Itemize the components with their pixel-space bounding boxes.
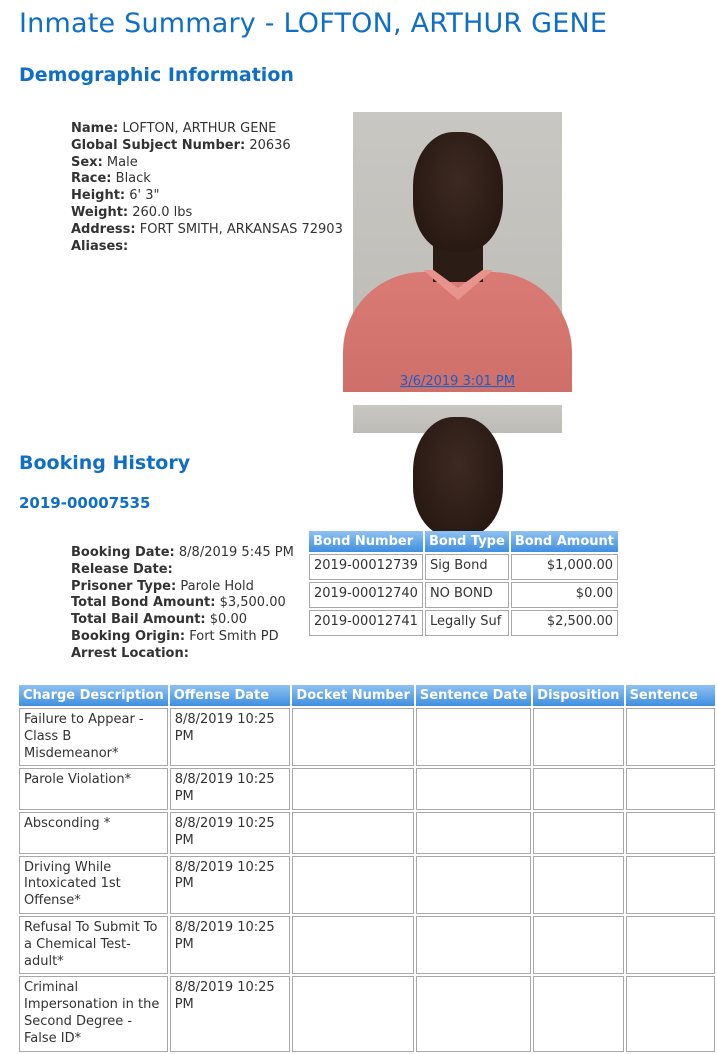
photo-head xyxy=(413,132,503,252)
sentence-cell xyxy=(626,768,715,810)
height-label: Height: xyxy=(71,188,126,204)
charge-description-cell: Driving While Intoxicated 1st Offense* xyxy=(19,856,168,914)
disposition-cell xyxy=(533,768,623,810)
gsn-value: 20636 xyxy=(249,137,291,153)
race-value: Black xyxy=(115,171,151,187)
address-value: FORT SMITH, ARKANSAS 72903 xyxy=(139,221,343,237)
booking-origin-row xyxy=(71,629,294,646)
docket-number-cell xyxy=(292,976,414,1051)
photo-date-link[interactable]: 3/6/2019 3:01 PM xyxy=(400,374,515,389)
total-bond-value: $3,500.00 xyxy=(219,595,286,611)
charge-row xyxy=(19,812,715,854)
bond-amount-cell: $1,000.00 xyxy=(511,554,618,580)
mugshot-photo-secondary[interactable] xyxy=(353,405,562,433)
name-row xyxy=(71,121,343,138)
bond-amount-cell: $2,500.00 xyxy=(511,610,618,636)
charge-header-row xyxy=(19,685,715,706)
weight-row xyxy=(71,205,343,222)
offense-date-cell: 8/8/2019 10:25 PM xyxy=(170,976,291,1051)
offense-date-cell: 8/8/2019 10:25 PM xyxy=(170,916,291,974)
disposition-header: Disposition xyxy=(533,685,623,706)
charge-description-cell: Absconding * xyxy=(19,812,168,854)
sentence-date-cell xyxy=(416,812,531,854)
bond-header-row xyxy=(309,531,618,552)
disposition-cell xyxy=(533,856,623,914)
sentence-cell xyxy=(626,856,715,914)
docket-number-cell xyxy=(292,856,414,914)
total-bail-row xyxy=(71,612,294,629)
sentence-cell xyxy=(626,916,715,974)
booking-origin-label: Booking Origin: xyxy=(71,628,186,644)
bond-amount-header: Bond Amount xyxy=(511,531,618,552)
offense-date-header: Offense Date xyxy=(170,685,291,706)
sentence-date-cell xyxy=(416,708,531,766)
bond-table xyxy=(307,529,620,638)
total-bail-label: Total Bail Amount: xyxy=(71,612,206,628)
charge-row xyxy=(19,856,715,914)
gsn-label: Global Subject Number: xyxy=(71,137,246,153)
total-bond-label: Total Bond Amount: xyxy=(71,595,216,611)
docket-number-header: Docket Number xyxy=(292,685,414,706)
docket-number-cell xyxy=(292,768,414,810)
gsn-row xyxy=(71,138,343,155)
offense-date-cell: 8/8/2019 10:25 PM xyxy=(170,708,291,766)
sentence-date-cell xyxy=(416,916,531,974)
bond-number-cell: 2019-00012739 xyxy=(309,554,423,580)
disposition-cell xyxy=(533,916,623,974)
booking-origin-value: Fort Smith PD xyxy=(189,628,279,644)
weight-value: 260.0 lbs xyxy=(132,204,193,220)
sentence-cell xyxy=(626,812,715,854)
docket-number-cell xyxy=(292,812,414,854)
offense-date-cell: 8/8/2019 10:25 PM xyxy=(170,812,291,854)
race-row xyxy=(71,171,343,188)
charge-row xyxy=(19,768,715,810)
bond-number-header: Bond Number xyxy=(309,531,423,552)
booking-number: 2019-00007535 xyxy=(19,494,151,512)
bond-number-cell: 2019-00012740 xyxy=(309,582,423,608)
bond-amount-cell: $0.00 xyxy=(511,582,618,608)
sex-row xyxy=(71,155,343,172)
prisoner-type-value: Parole Hold xyxy=(180,578,254,594)
disposition-cell xyxy=(533,708,623,766)
booking-date-value: 8/8/2019 5:45 PM xyxy=(178,545,294,560)
bond-row xyxy=(309,610,618,636)
bond-number-cell: 2019-00012741 xyxy=(309,610,423,636)
booking-date-row xyxy=(71,545,294,562)
bond-type-cell: Legally Suf xyxy=(425,610,509,636)
total-bail-value: $0.00 xyxy=(209,612,247,628)
booking-history-heading: Booking History xyxy=(19,452,191,474)
sex-label: Sex: xyxy=(71,154,103,170)
charge-description-cell: Failure to Appear - Class B Misdemeanor* xyxy=(19,708,168,766)
name-value: LOFTON, ARTHUR GENE xyxy=(122,121,277,136)
photo-head-secondary xyxy=(413,417,503,537)
prisoner-type-row xyxy=(71,579,294,596)
address-row xyxy=(71,222,343,239)
charge-table xyxy=(17,683,717,1054)
docket-number-cell xyxy=(292,916,414,974)
bond-row xyxy=(309,582,618,608)
bond-type-cell: Sig Bond xyxy=(425,554,509,580)
charge-description-header: Charge Description xyxy=(19,685,168,706)
demographic-info xyxy=(71,121,343,255)
disposition-cell xyxy=(533,976,623,1051)
offense-date-cell: 8/8/2019 10:25 PM xyxy=(170,768,291,810)
name-label: Name: xyxy=(71,121,119,136)
sentence-header: Sentence xyxy=(626,685,715,706)
height-value: 6' 3" xyxy=(129,188,160,204)
release-date-label: Release Date: xyxy=(71,561,173,577)
sentence-cell xyxy=(626,976,715,1051)
booking-date-label: Booking Date: xyxy=(71,545,175,560)
bond-row xyxy=(309,554,618,580)
sentence-cell xyxy=(626,708,715,766)
release-date-row xyxy=(71,562,294,579)
booking-info xyxy=(71,545,294,663)
height-row xyxy=(71,188,343,205)
address-label: Address: xyxy=(71,221,136,237)
docket-number-cell xyxy=(292,708,414,766)
sentence-date-cell xyxy=(416,856,531,914)
sentence-date-cell xyxy=(416,976,531,1051)
charge-description-cell: Criminal Impersonation in the Second Degree - False ID* xyxy=(19,976,168,1051)
offense-date-cell: 8/8/2019 10:25 PM xyxy=(170,856,291,914)
demographic-heading: Demographic Information xyxy=(19,64,294,86)
sex-value: Male xyxy=(106,154,138,170)
bond-type-header: Bond Type xyxy=(425,531,509,552)
aliases-label: Aliases: xyxy=(71,238,129,254)
charge-description-cell: Refusal To Submit To a Chemical Test-adult* xyxy=(19,916,168,974)
arrest-location-row xyxy=(71,646,294,663)
prisoner-type-label: Prisoner Type: xyxy=(71,578,177,594)
charge-table-container[interactable] xyxy=(17,683,698,1046)
aliases-row xyxy=(71,239,343,256)
charge-row xyxy=(19,976,715,1051)
arrest-location-label: Arrest Location: xyxy=(71,645,189,661)
sentence-date-cell xyxy=(416,768,531,810)
disposition-cell xyxy=(533,812,623,854)
mugshot-photo[interactable] xyxy=(353,112,562,373)
bond-type-cell: NO BOND xyxy=(425,582,509,608)
charge-row xyxy=(19,708,715,766)
page-title: Inmate Summary - LOFTON, ARTHUR GENE xyxy=(19,8,608,39)
total-bond-row xyxy=(71,595,294,612)
race-label: Race: xyxy=(71,171,112,187)
sentence-date-header: Sentence Date xyxy=(416,685,531,706)
charge-description-cell: Parole Violation* xyxy=(19,768,168,810)
charge-row xyxy=(19,916,715,974)
weight-label: Weight: xyxy=(71,204,129,220)
